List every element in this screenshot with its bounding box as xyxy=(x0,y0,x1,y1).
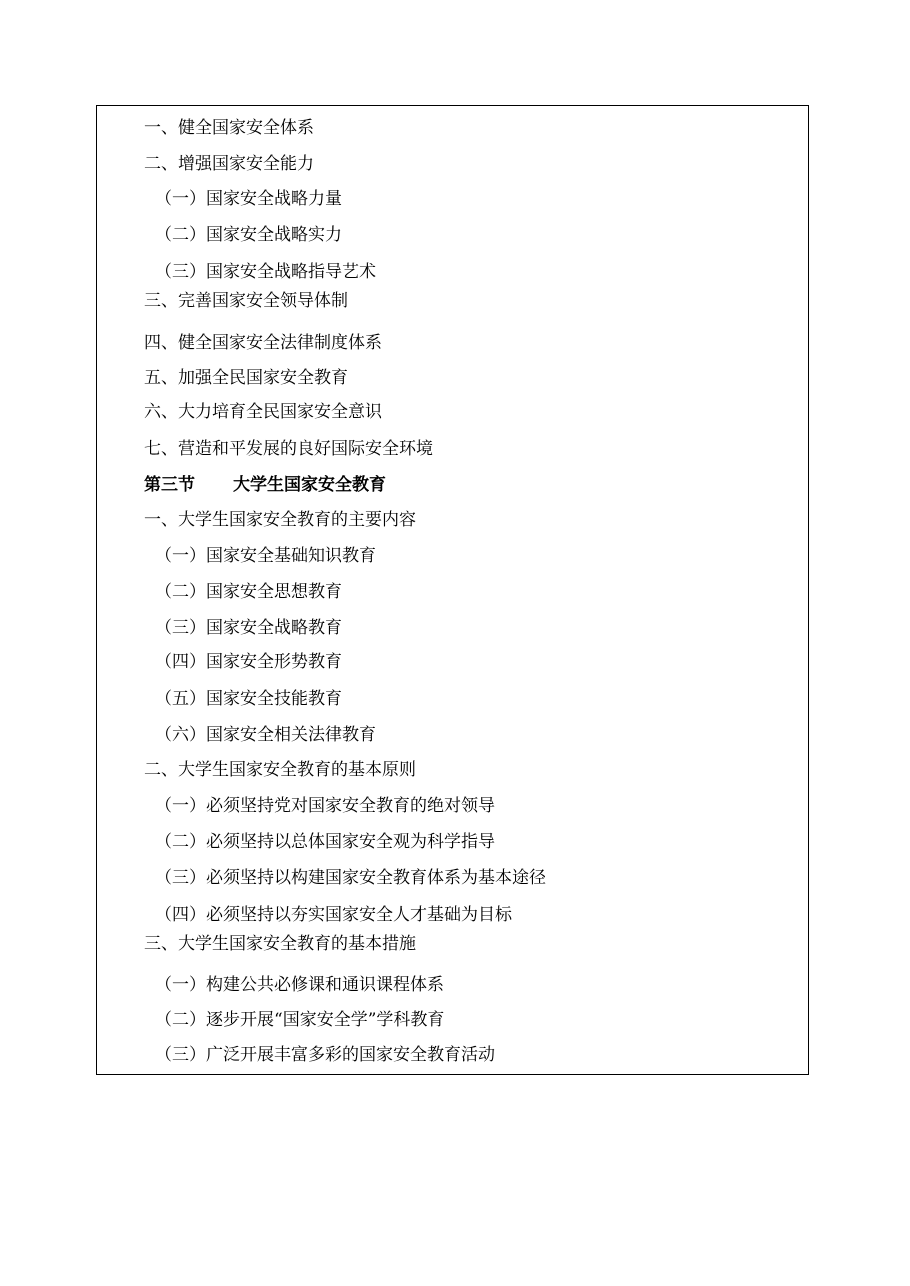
section-heading xyxy=(144,474,386,496)
outline-item: 三、大学生国家安全教育的基本措施 xyxy=(144,934,416,954)
outline-subitem: （一）构建公共必修课和通识课程体系 xyxy=(155,975,444,995)
outline-subitem: （三）国家安全战略指导艺术 xyxy=(155,262,376,282)
outline-subitem: （四）必须坚持以夯实国家安全人才基础为目标 xyxy=(155,905,512,925)
outline-subitem: （三）必须坚持以构建国家安全教育体系为基本途径 xyxy=(155,868,546,888)
outline-subitem: （三）国家安全战略教育 xyxy=(155,618,342,638)
outline-item: 五、加强全民国家安全教育 xyxy=(144,368,348,388)
outline-subitem: （五）国家安全技能教育 xyxy=(155,689,342,709)
outline-item: 四、健全国家安全法律制度体系 xyxy=(144,333,382,353)
outline-subitem: （二）必须坚持以总体国家安全观为科学指导 xyxy=(155,832,495,852)
outline-item: 二、大学生国家安全教育的基本原则 xyxy=(144,760,416,780)
outline-subitem: （四）国家安全形势教育 xyxy=(155,652,342,672)
outline-item: 七、营造和平发展的良好国际安全环境 xyxy=(144,439,433,459)
outline-subitem: （一）国家安全战略力量 xyxy=(155,189,342,209)
outline-item: 二、增强国家安全能力 xyxy=(144,154,314,174)
outline-subitem: （三）广泛开展丰富多彩的国家安全教育活动 xyxy=(155,1045,495,1065)
outline-item: 三、完善国家安全领导体制 xyxy=(144,291,348,311)
section-number: 第三节 xyxy=(144,475,195,495)
outline-subitem: （六）国家安全相关法律教育 xyxy=(155,725,376,745)
section-title: 大学生国家安全教育 xyxy=(233,475,386,495)
outline-subitem: （一）必须坚持党对国家安全教育的绝对领导 xyxy=(155,796,495,816)
outline-subitem: （二）逐步开展“国家安全学”学科教育 xyxy=(155,1010,445,1030)
outline-item: 六、大力培育全民国家安全意识 xyxy=(144,402,382,422)
outline-subitem: （二）国家安全战略实力 xyxy=(155,225,342,245)
outline-subitem: （二）国家安全思想教育 xyxy=(155,582,342,602)
outline-item: 一、大学生国家安全教育的主要内容 xyxy=(144,510,416,530)
outline-subitem: （一）国家安全基础知识教育 xyxy=(155,546,376,566)
outline-item: 一、健全国家安全体系 xyxy=(144,118,314,138)
